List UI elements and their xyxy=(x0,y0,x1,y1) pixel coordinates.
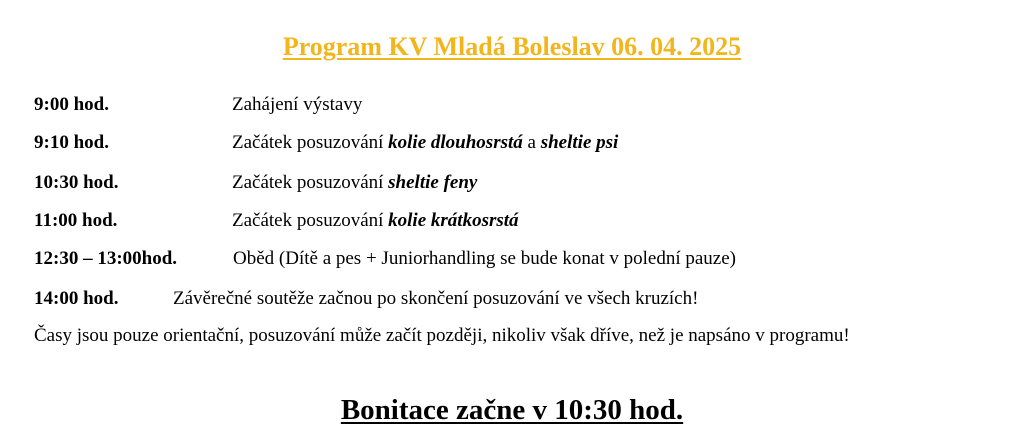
description-text: Začátek posuzování xyxy=(232,172,389,193)
breed-name: sheltie feny xyxy=(388,172,478,193)
schedule-row xyxy=(0,91,1024,119)
schedule-row xyxy=(0,169,1024,197)
schedule-description xyxy=(233,245,736,273)
schedule-description xyxy=(232,91,362,119)
schedule-time: 11:00 hod. xyxy=(34,210,118,231)
breed-name: kolie krátkosrstá xyxy=(388,210,519,231)
description-text: Oběd (Dítě a pes + Juniorhandling se bude konat v polední pauze) xyxy=(233,248,736,269)
schedule-time: 10:30 hod. xyxy=(34,172,119,193)
description-text: a xyxy=(522,132,541,153)
schedule-time: 12:30 – 13:00hod. xyxy=(34,248,178,269)
schedule-row xyxy=(0,285,1024,313)
schedule-row xyxy=(0,129,1024,157)
breed-name: kolie dlouhosrstá xyxy=(388,132,523,153)
schedule-row xyxy=(0,245,1024,273)
schedule-description xyxy=(232,169,477,197)
breed-name: sheltie psi xyxy=(540,132,619,153)
timing-note: Časy jsou pouze orientační, posuzování může začít později, nikoliv však dříve, než je napsáno v programu! xyxy=(34,325,850,346)
page-title: Program KV Mladá Boleslav 06. 04. 2025 xyxy=(282,32,742,61)
schedule-description xyxy=(232,129,618,157)
schedule-row xyxy=(0,207,1024,235)
schedule-time: 9:10 hod. xyxy=(34,132,109,153)
schedule-description xyxy=(173,285,698,313)
description-text: Závěrečné soutěže začnou po skončení posuzování ve všech kruzích! xyxy=(173,288,699,309)
schedule-time: 9:00 hod. xyxy=(34,94,109,115)
schedule-description xyxy=(232,207,519,235)
bonitace-heading: Bonitace začne v 10:30 hod. xyxy=(340,394,684,426)
description-text: Začátek posuzování xyxy=(232,132,389,153)
description-text: Zahájení výstavy xyxy=(232,94,363,115)
schedule-time: 14:00 hod. xyxy=(34,288,119,309)
description-text: Začátek posuzování xyxy=(232,210,389,231)
